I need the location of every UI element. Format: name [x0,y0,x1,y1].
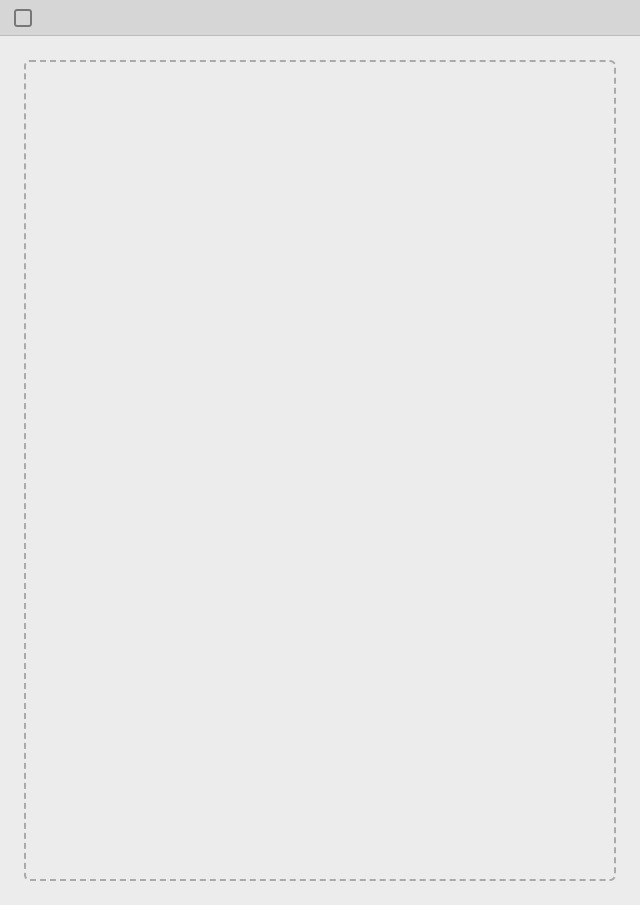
content-area [0,36,640,905]
placeholder-panel [24,60,616,881]
title-bar [0,0,640,36]
window-icon [14,9,32,27]
